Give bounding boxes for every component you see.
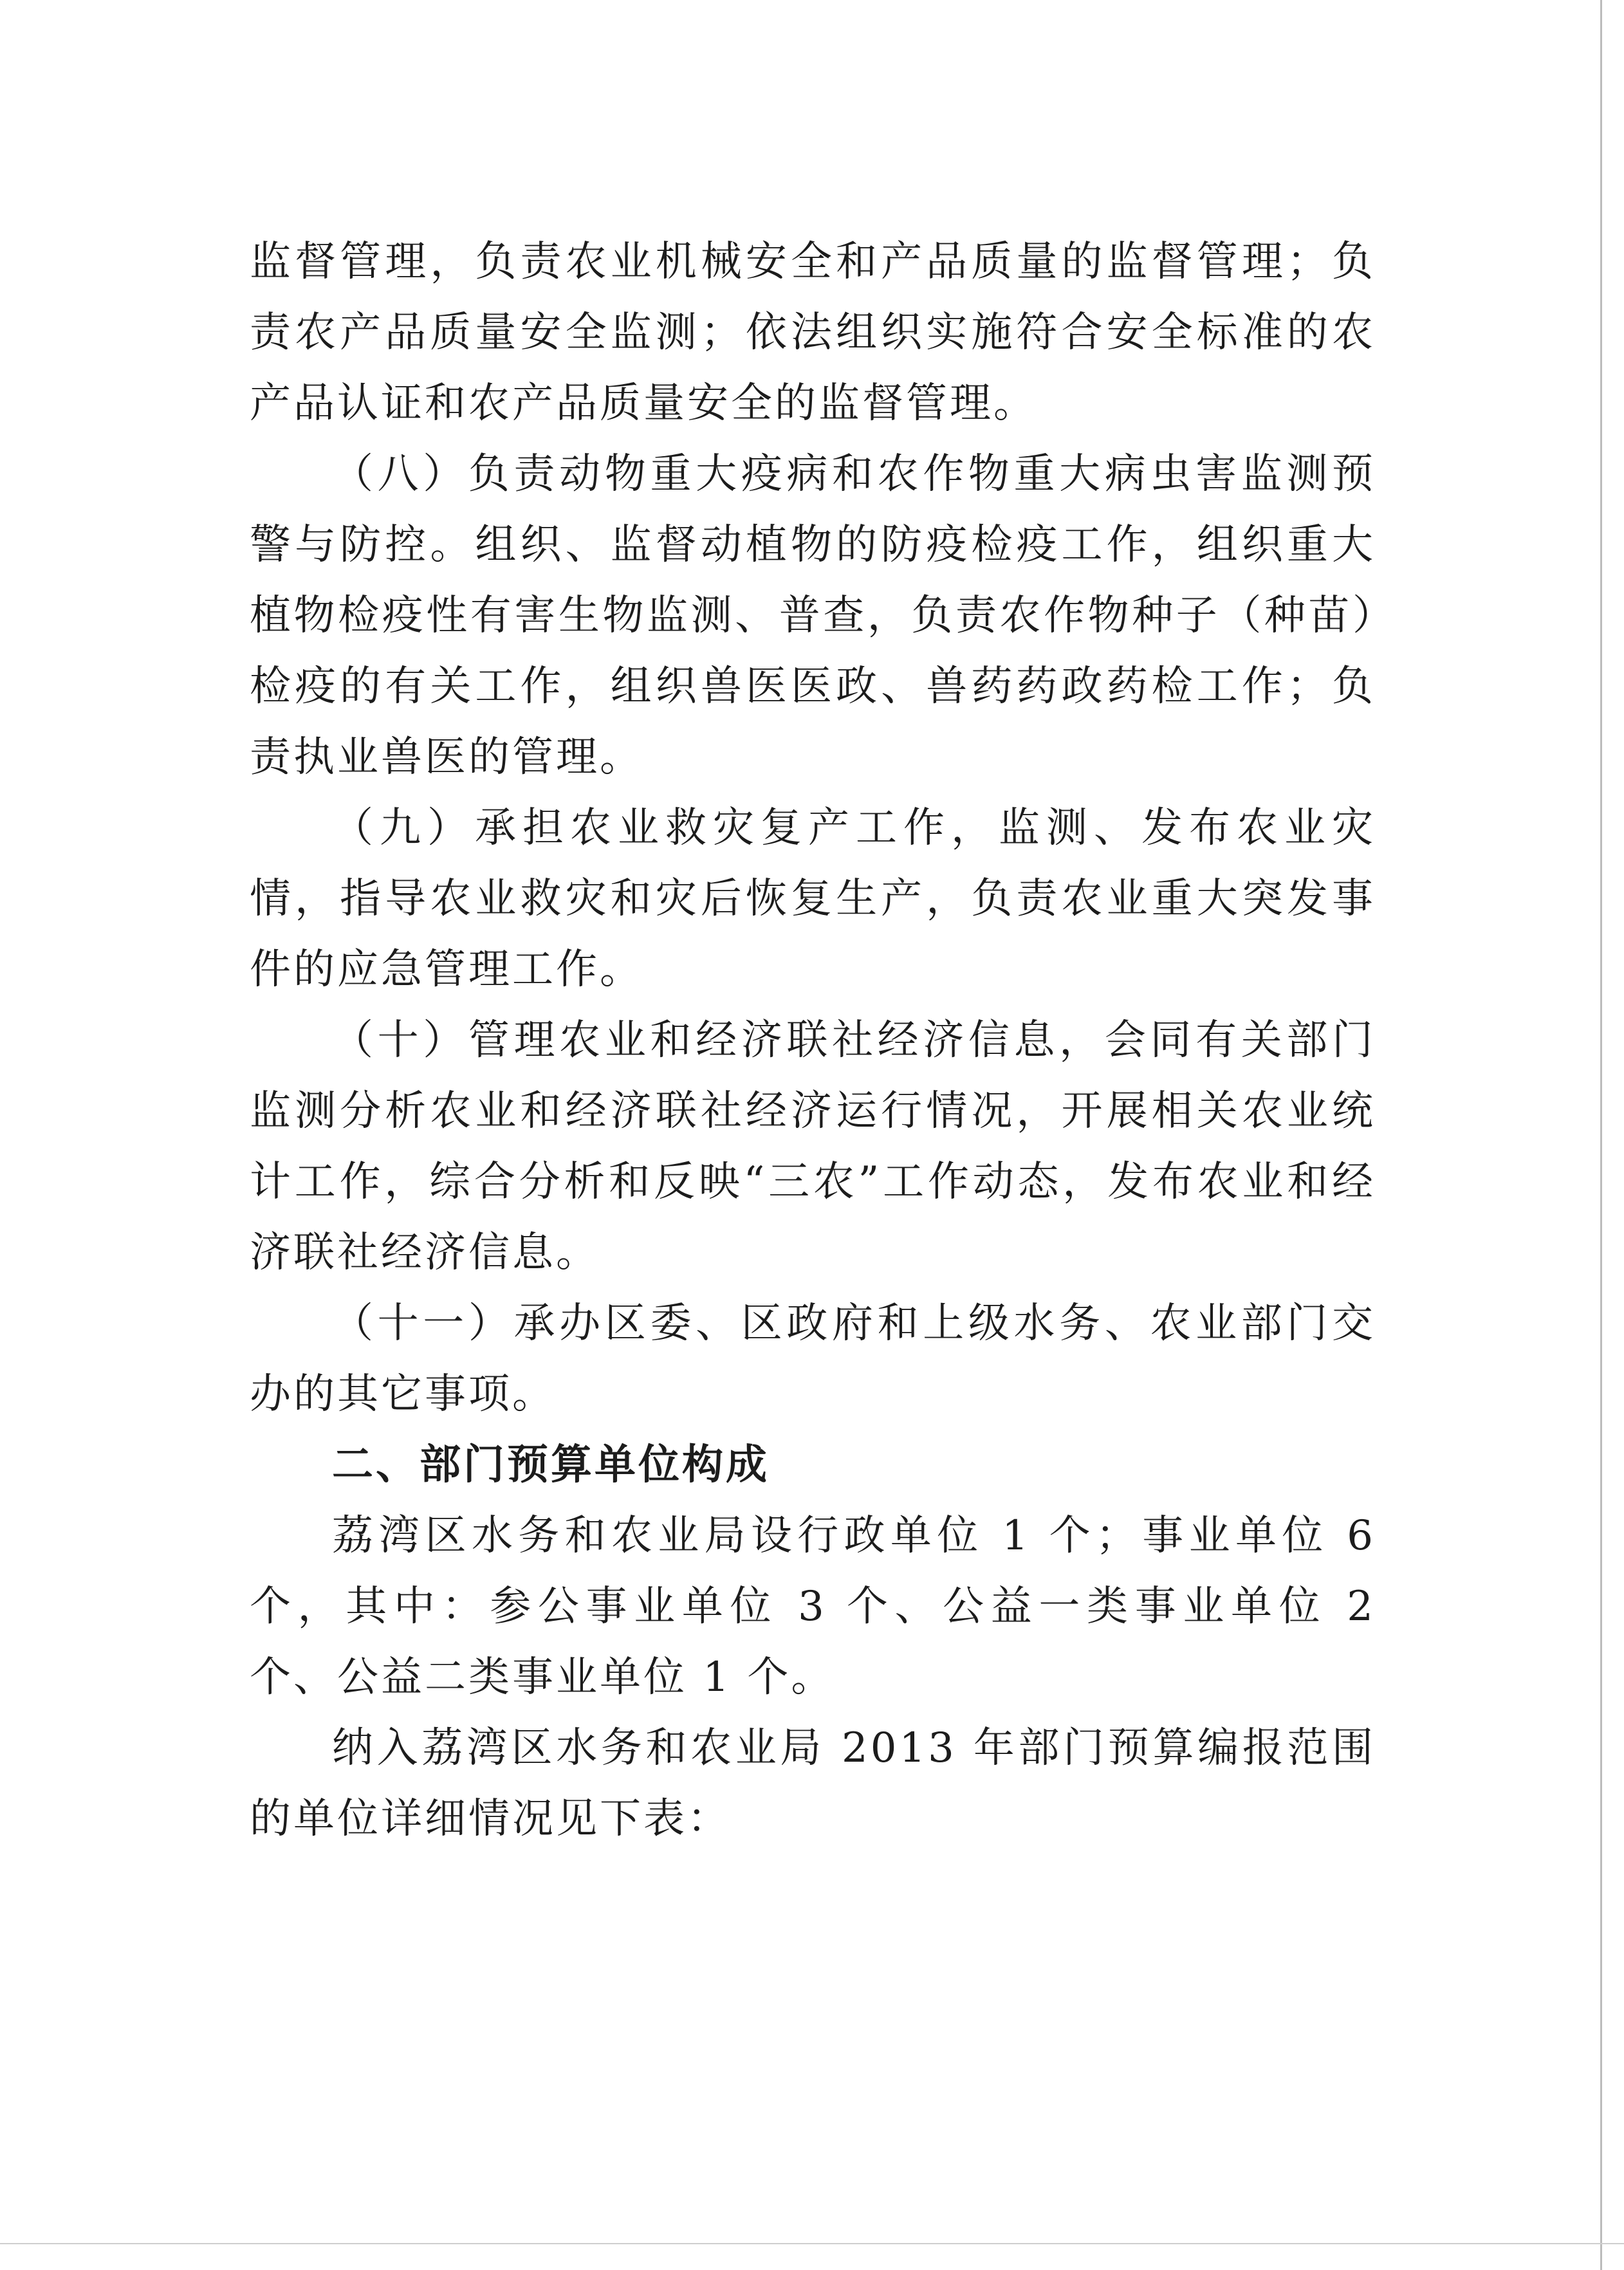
section-heading-budget-units: 二、部门预算单位构成	[332, 1441, 770, 1489]
paragraph-item-8: （八）负责动物重大疫病和农作物重大病虫害监测预警与防控。组织、监督动植物的防疫检疫工作，组织重大植物检疫性有害生物监测、普查，负责农作物种子（种苗）检疫的有关工作，组织兽医医政、兽药药政药检工作；负责执业兽医的管理。	[250, 450, 1376, 781]
paragraph-item-11: （十一）承办区委、区政府和上级水务、农业部门交办的其它事项。	[250, 1300, 1376, 1418]
page-edge-bottom	[0, 2243, 1624, 2244]
paragraph-item-9: （九）承担农业救灾复产工作，监测、发布农业灾情，指导农业救灾和灾后恢复生产，负责农业重大突发事件的应急管理工作。	[250, 804, 1376, 993]
page-edge-right	[1600, 0, 1602, 2270]
paragraph-supervision-continued: 监督管理，负责农业机械安全和产品质量的监督管理；负责农产品质量安全监测；依法组织实施符合安全标准的农产品认证和农产品质量安全的监督管理。	[250, 238, 1376, 427]
paragraph-budget-scope: 纳入荔湾区水务和农业局 2013 年部门预算编报范围的单位详细情况见下表：	[250, 1724, 1376, 1843]
paragraph-item-10: （十）管理农业和经济联社经济信息，会同有关部门监测分析农业和经济联社经济运行情况，开展相关农业统计工作，综合分析和反映“三农”工作动态，发布农业和经济联社经济信息。	[250, 1017, 1376, 1277]
document-body	[250, 226, 1376, 1854]
paragraph-unit-composition: 荔湾区水务和农业局设行政单位 1 个；事业单位 6 个，其中：参公事业单位 3 个、公益一类事业单位 2 个、公益二类事业单位 1 个。	[250, 1512, 1376, 1701]
